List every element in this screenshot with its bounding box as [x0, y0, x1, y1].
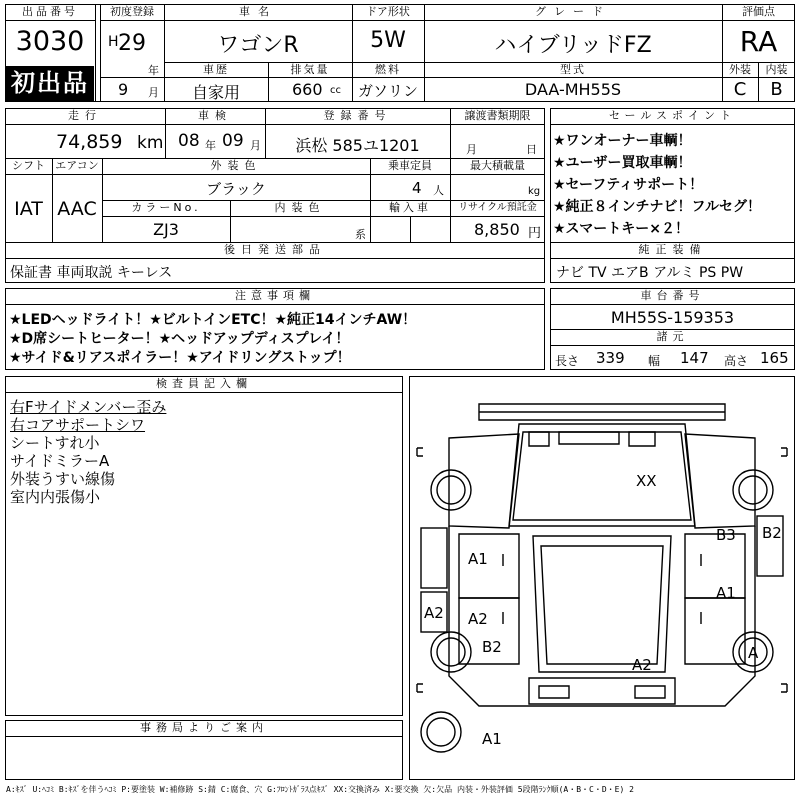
- transfer-month-unit: 月: [466, 143, 477, 156]
- recycle: 8,850: [474, 220, 520, 239]
- chassis-number: MH55S-159353: [610, 308, 735, 327]
- exterior-grade: C: [733, 79, 747, 100]
- color-no: ZJ3: [153, 220, 179, 239]
- damage-mark: B2: [762, 524, 782, 542]
- interior-grade: B: [770, 79, 783, 100]
- damage-mark: A2: [468, 610, 488, 628]
- width-label: 幅: [648, 354, 661, 368]
- height: 165: [760, 349, 789, 367]
- recycle-unit: 円: [528, 226, 542, 241]
- sales-point: ★ユーザー買取車輌！: [553, 155, 692, 171]
- genuine-equipment: ナビ TV エアB アルミ PS PW: [556, 265, 744, 281]
- sales-point: ★ワンオーナー車輌！: [553, 133, 692, 149]
- notes-header: 注意事項欄: [235, 289, 315, 302]
- plate-header: 登録番号: [323, 109, 392, 122]
- int-color-header: 内装色: [274, 201, 326, 214]
- max-load-unit: kg: [528, 186, 541, 197]
- mileage-header: 走行: [68, 109, 102, 122]
- ext-color: ブラック: [206, 180, 266, 198]
- length-label: 長さ: [555, 354, 580, 368]
- transfer-day-unit: 日: [526, 143, 537, 156]
- first-reg-era: H: [108, 34, 119, 50]
- first-reg-month: 9: [118, 80, 129, 99]
- note-line: ★サイド&リアスポイラー！★アイドリングストップ！: [9, 350, 351, 366]
- grade: ハイブリッドFZ: [494, 33, 652, 58]
- inspector-line: 右Fサイドメンバー歪み: [10, 398, 167, 416]
- damage-mark: A1: [482, 730, 502, 748]
- damage-mark: A2: [632, 656, 652, 674]
- office-header: 事務局よりご案内: [140, 721, 268, 734]
- capacity: 4: [412, 179, 422, 197]
- transfer-header: 譲渡書類期限: [464, 109, 531, 122]
- lot-number: 3030: [15, 26, 85, 57]
- damage-mark: A1: [716, 584, 736, 602]
- inspector-line: サイドミラーA: [10, 452, 110, 470]
- first-reg-year: 29: [118, 31, 146, 56]
- inspector-header: 検査員記入欄: [156, 377, 252, 390]
- displacement-unit: cc: [330, 85, 341, 96]
- sales-point: ★セーフティサポート！: [553, 177, 704, 193]
- max-load-header: 最大積載量: [470, 159, 525, 172]
- score: RA: [739, 25, 778, 58]
- grade-header: グレード: [535, 5, 611, 18]
- note-line: ★LEDヘッドライト！★ビルトインETC！★純正14インチAW！: [9, 312, 417, 328]
- note-line: ★D席シートヒーター！★ヘッドアップディスプレイ！: [9, 331, 350, 347]
- inspector-line: 外装うすい線傷: [10, 470, 116, 488]
- capacity-unit: 人: [433, 184, 444, 197]
- later-parts: 保証書 車両取説 キーレス: [10, 265, 173, 281]
- aircon: AAC: [57, 198, 97, 220]
- fuel-header: 燃料: [375, 63, 401, 76]
- displacement-header: 排気量: [290, 63, 330, 76]
- mileage: 74,859: [56, 131, 123, 153]
- aircon-header: エアコン: [55, 159, 99, 172]
- damage-mark: B2: [482, 638, 502, 656]
- history-header: 車歴: [203, 63, 229, 76]
- damage-mark: A: [748, 644, 759, 662]
- shift: IAT: [14, 198, 43, 220]
- length: 339: [596, 349, 625, 367]
- width: 147: [680, 349, 709, 367]
- import-header: 輸入車: [389, 201, 431, 214]
- car-name: ワゴンR: [217, 33, 299, 58]
- capacity-header: 乗車定員: [388, 159, 432, 172]
- damage-mark: A2: [424, 604, 444, 622]
- damage-mark: XX: [636, 472, 657, 490]
- genuine-header: 純正装備: [638, 243, 707, 256]
- exterior-header: 外装: [729, 63, 751, 76]
- score-header: 評価点: [742, 5, 775, 18]
- sales-header: セールスポイント: [608, 109, 736, 122]
- inspection-month: 09: [222, 131, 244, 151]
- inspection-year-unit: 年: [205, 139, 216, 152]
- first-listing-badge: 初出品: [6, 66, 94, 101]
- height-label: 高さ: [724, 354, 749, 368]
- inspection-month-unit: 月: [250, 139, 261, 152]
- door-header: ドア形状: [366, 5, 410, 18]
- history: 自家用: [191, 83, 240, 102]
- sales-point: ★純正８インチナビ！フルセグ！: [553, 199, 761, 215]
- inspection-year: 08: [178, 131, 200, 151]
- mileage-unit: km: [137, 133, 164, 153]
- first-reg-month-unit: 月: [148, 86, 159, 99]
- int-color-unit: 系: [355, 228, 366, 241]
- dims-header: 諸元: [656, 330, 689, 343]
- color-no-header: カラーNo.: [131, 201, 201, 214]
- inspector-line: シートすれ小: [10, 434, 100, 452]
- first-reg-header: 初度登録: [110, 5, 154, 18]
- sales-point: ★スマートキー×２！: [553, 221, 690, 237]
- later-parts-header: 後日発送部品: [224, 243, 326, 256]
- model-header: 型式: [560, 63, 586, 76]
- damage-mark: A1: [468, 550, 488, 568]
- ext-color-header: 外装色: [210, 159, 262, 172]
- displacement: 660: [292, 80, 323, 99]
- car-name-header: 車名: [239, 5, 277, 18]
- lot-header: 出品番号: [22, 5, 78, 18]
- chassis-header: 車台番号: [640, 289, 705, 302]
- shift-header: シフト: [12, 159, 45, 172]
- interior-header: 内装: [765, 63, 788, 76]
- car-outline: [409, 376, 795, 780]
- fuel: ガソリン: [357, 82, 418, 100]
- model-code: DAA-MH55S: [524, 80, 622, 99]
- inspection-header: 車検: [198, 109, 232, 122]
- inspector-line: 室内内張傷小: [10, 488, 101, 506]
- damage-mark: B3: [716, 526, 736, 544]
- first-reg-year-unit: 年: [148, 64, 159, 77]
- plate-number: 浜松 585ユ1201: [295, 136, 420, 155]
- inspector-line: 右コアサポートシワ: [10, 416, 146, 434]
- recycle-header: リサイクル預託金: [458, 202, 537, 213]
- legend: A:ｷｽﾞ U:ﾍｺﾐ B:ｷｽﾞを伴うﾍｺﾐ P:要塗装 W:補修跡 S:錆 C:腐食、穴 G:ﾌﾛﾝﾄｶﾞﾗｽ点ｷｽﾞ XX:交換済み X:要交換 欠:欠品 内装・外装評価 5段階ﾗﾝｸ順(A・B・C・D・E) 2: [6, 785, 634, 794]
- door-type: 5W: [370, 28, 406, 53]
